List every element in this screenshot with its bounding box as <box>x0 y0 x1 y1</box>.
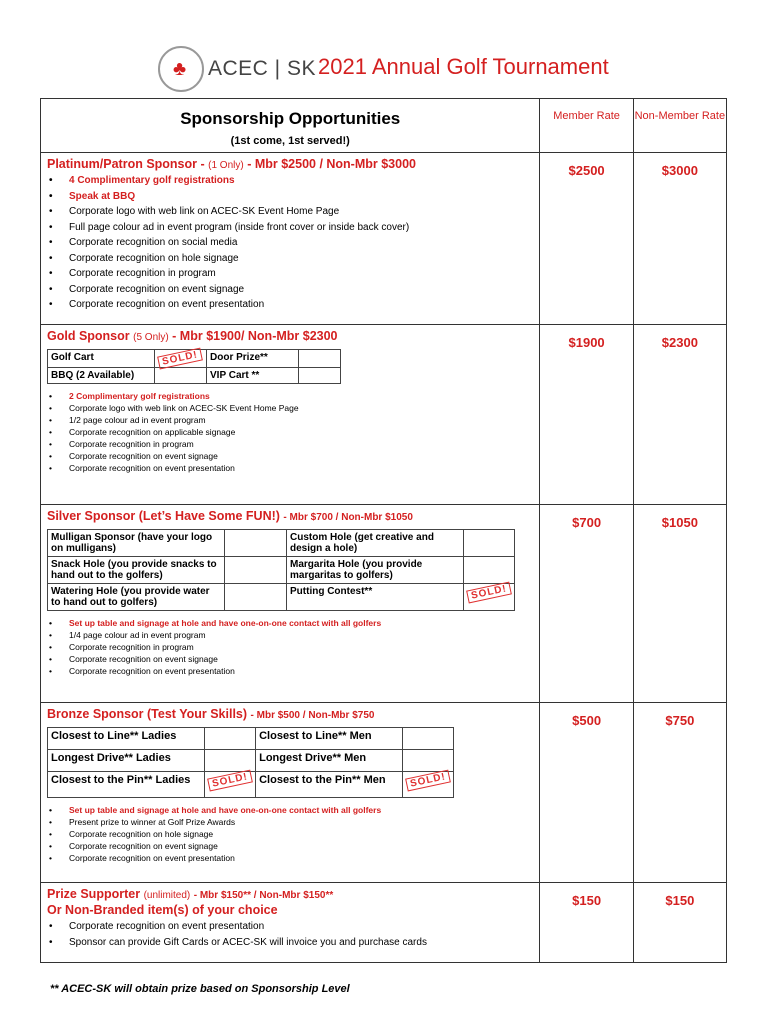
sold-stamp: SOLD! <box>155 350 207 368</box>
bronze-option: Closest to Line** Ladies <box>48 728 205 750</box>
benefit-item: • Speak at BBQ <box>41 189 539 205</box>
benefit-item: • Corporate recognition on applicable signage <box>41 426 539 438</box>
benefit-item: • Sponsor can provide Gift Cards or ACEC-SK will invoice you and purchase cards <box>41 935 539 951</box>
benefit-item: • Corporate recognition in program <box>41 641 539 653</box>
benefit-item: • 4 Complimentary golf registrations <box>41 173 539 189</box>
benefit-item: • Present prize to winner at Golf Prize Awards <box>41 816 539 828</box>
gold-title: Gold Sponsor (5 Only) - Mbr $1900/ Non-Mbr $2300 <box>47 329 338 343</box>
gold-options-grid <box>47 349 341 384</box>
bronze-title: Bronze Sponsor (Test Your Skills) - Mbr $500 / Non-Mbr $750 <box>47 707 375 721</box>
gold-section <box>41 325 540 505</box>
benefit-item: • Corporate recognition on event signage <box>41 450 539 462</box>
benefit-item: • 1/2 page colour ad in event program <box>41 414 539 426</box>
logo-text: ACEC | SK <box>208 57 316 80</box>
bronze-option: Closest to Line** Men <box>256 728 403 750</box>
silver-member-price: $700 <box>540 505 633 703</box>
acec-logo-icon: ♣ <box>158 46 204 92</box>
bronze-section <box>41 703 540 883</box>
silver-option: Snack Hole (you provide snacks to hand out to the golfers) <box>48 557 225 584</box>
bronze-nonmember-price: $750 <box>633 703 726 883</box>
table-subtitle: (1st come, 1st served!) <box>230 135 350 147</box>
prize-title-2: Or Non-Branded item(s) of your choice <box>47 903 278 917</box>
benefit-item: • Set up table and signage at hole and have one-on-one contact with all golfers <box>41 804 539 816</box>
prize-benefits-list <box>41 919 539 954</box>
benefit-item: • Corporate recognition on event presentation <box>41 297 539 313</box>
gold-benefits-list <box>41 390 539 478</box>
benefit-item: • Corporate recognition on event presentation <box>41 462 539 474</box>
page-header <box>150 42 670 96</box>
silver-option: Putting Contest** <box>287 584 464 611</box>
platinum-nonmember-price: $3000 <box>633 153 726 325</box>
benefit-item: • Corporate recognition on event presentation <box>41 919 539 935</box>
member-rate-header: Member Rate <box>540 99 633 153</box>
benefit-item: • Corporate recognition on event signage <box>41 840 539 852</box>
silver-option: Custom Hole (get creative and design a hole) <box>287 530 464 557</box>
silver-section <box>41 505 540 703</box>
benefit-item: • Corporate recognition on event signage <box>41 282 539 298</box>
bronze-member-price: $500 <box>540 703 633 883</box>
silver-option: Margarita Hole (you provide margaritas to golfers) <box>287 557 464 584</box>
table-title: Sponsorship Opportunities <box>180 109 401 128</box>
silver-title: Silver Sponsor (Let’s Have Some FUN!) - Mbr $700 / Non-Mbr $1050 <box>47 509 413 523</box>
gold-option: Golf Cart <box>48 350 155 368</box>
bronze-option: Longest Drive** Men <box>256 750 403 772</box>
sold-stamp: SOLD! <box>403 772 454 798</box>
benefit-item: • Full page colour ad in event program (inside front cover or inside back cover) <box>41 220 539 236</box>
benefit-item: • Corporate recognition on event presentation <box>41 665 539 677</box>
platinum-title: Platinum/Patron Sponsor - (1 Only) - Mbr $2500 / Non-Mbr $3000 <box>47 157 416 171</box>
prize-title: Prize Supporter (unlimited) - Mbr $150** / Non-Mbr $150** <box>47 887 334 901</box>
gold-nonmember-price: $2300 <box>633 325 726 505</box>
benefit-item: • Corporate recognition on social media <box>41 235 539 251</box>
benefit-item: • Corporate recognition in program <box>41 438 539 450</box>
bronze-option: Closest to the Pin** Ladies <box>48 772 205 798</box>
benefit-item: • Corporate recognition in program <box>41 266 539 282</box>
bronze-option: Closest to the Pin** Men <box>256 772 403 798</box>
prize-member-price: $150 <box>540 883 633 963</box>
platinum-member-price: $2500 <box>540 153 633 325</box>
gold-option: BBQ (2 Available) <box>48 368 155 384</box>
silver-benefits-list <box>41 617 539 681</box>
bronze-options-grid <box>47 727 454 798</box>
benefit-item: • Corporate recognition on hole signage <box>41 251 539 267</box>
footnote: ** ACEC-SK will obtain prize based on Sponsorship Level <box>50 983 350 995</box>
benefit-item: • Corporate recognition on event presentation <box>41 852 539 864</box>
benefit-item: • 1/4 page colour ad in event program <box>41 629 539 641</box>
platinum-benefits-list <box>41 173 539 317</box>
benefit-item: • Corporate recognition on hole signage <box>41 828 539 840</box>
benefit-item: • Corporate recognition on event signage <box>41 653 539 665</box>
benefit-item: • 2 Complimentary golf registrations <box>41 390 539 402</box>
benefit-item: • Corporate logo with web link on ACEC-SK Event Home Page <box>41 402 539 414</box>
silver-options-grid <box>47 529 515 611</box>
silver-nonmember-price: $1050 <box>633 505 726 703</box>
sold-stamp: SOLD! <box>205 772 256 798</box>
bronze-benefits-list <box>41 804 539 868</box>
silver-option: Mulligan Sponsor (have your logo on mulligans) <box>48 530 225 557</box>
table-heading-cell <box>41 99 540 153</box>
benefit-item: • Corporate logo with web link on ACEC-SK Event Home Page <box>41 204 539 220</box>
gold-member-price: $1900 <box>540 325 633 505</box>
nonmember-rate-header: Non-Member Rate <box>633 99 726 153</box>
gold-option: VIP Cart ** <box>207 368 299 384</box>
sponsorship-table <box>40 98 727 963</box>
gold-option: Door Prize** <box>207 350 299 368</box>
silver-option: Watering Hole (you provide water to hand out to golfers) <box>48 584 225 611</box>
sold-stamp: SOLD! <box>464 584 515 611</box>
prize-section <box>41 883 540 963</box>
platinum-section <box>41 153 540 325</box>
prize-nonmember-price: $150 <box>633 883 726 963</box>
bronze-option: Longest Drive** Ladies <box>48 750 205 772</box>
benefit-item: • Set up table and signage at hole and have one-on-one contact with all golfers <box>41 617 539 629</box>
page-title: 2021 Annual Golf Tournament <box>318 54 609 79</box>
